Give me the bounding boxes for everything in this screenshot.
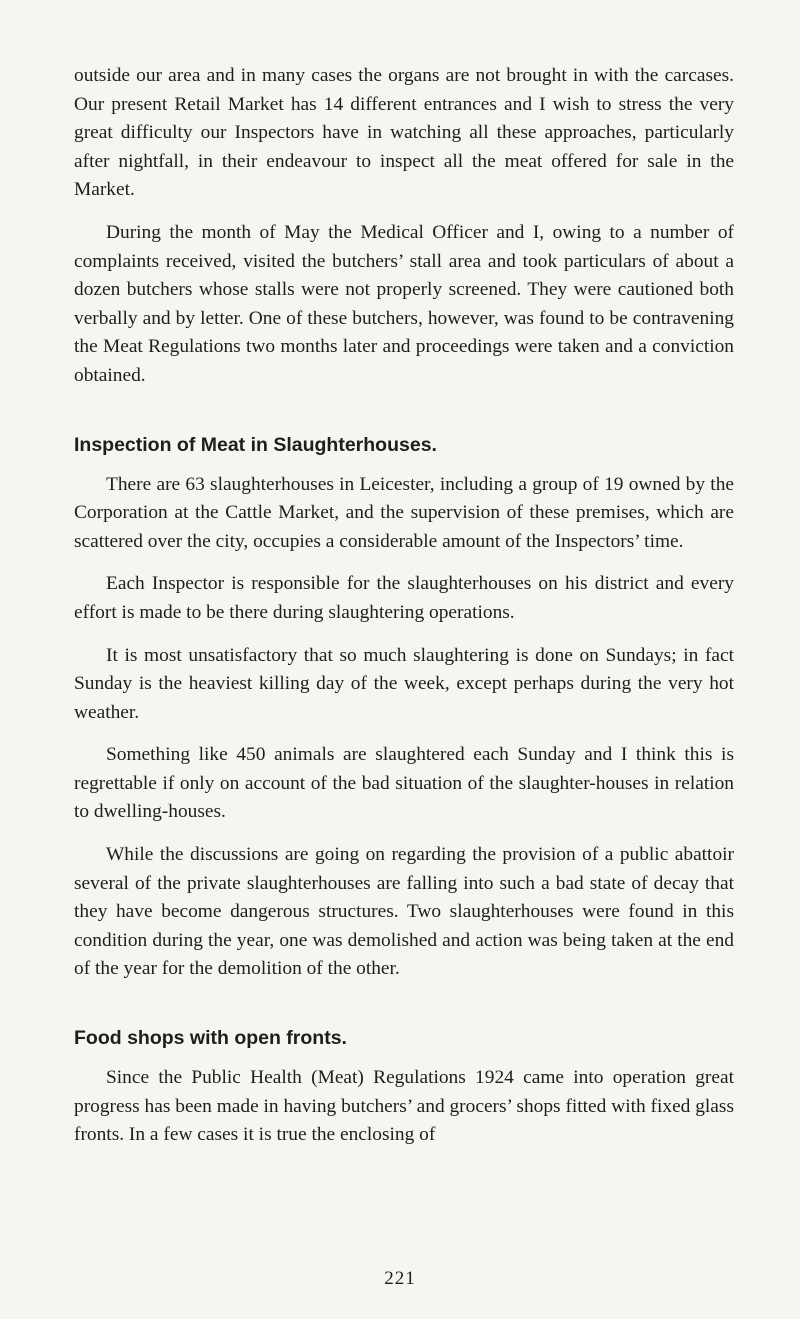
document-page	[74, 62, 734, 1150]
paragraph-animals-per-sunday: Something like 450 animals are slaughtered each Sunday and I think this is regrettable if only on account of the bad situation of the slaughter-houses in relation to dwelling-houses.	[74, 744, 734, 823]
paragraph-butchers-stalls: During the month of May the Medical Officer and I, owing to a number of complaints received, visited the butchers’ stall area and took particulars of about a dozen butchers whose stalls were not properly screened. They were cautioned both verbally and by letter. One of these butchers, however, was found to be contravening the Meat Regulations two months later and proceedings were taken and a conviction obtained.	[74, 221, 734, 386]
page-number: 221	[384, 1268, 416, 1289]
paragraph-public-abattoir: While the discussions are going on regarding the provision of a public abattoir several of the private slaughterhouses are falling into such a bad state of decay that they have become dangerous structures. Two slaughterhouses were found in this condition during the year, one was demolished and action was being taken at the end of the year for the demolition of the other.	[74, 844, 734, 980]
paragraph-market-entrances: outside our area and in many cases the organs are not brought in with the carcases. Our present Retail Market has 14 different entrances and I wish to stress the very great difficulty our Inspectors have in watching all these approaches, particularly after nightfall, in their endeavour to inspect all the meat offered for sale in the Market.	[74, 65, 734, 201]
paragraph-slaughterhouse-count: There are 63 slaughterhouses in Leicester, including a group of 19 owned by the Corporation at the Cattle Market, and the supervision of these premises, which are scattered over the city, occupies a considerable amount of the Inspectors’ time.	[74, 473, 734, 552]
heading-food-shops-open-fronts: Food shops with open fronts.	[74, 1027, 347, 1050]
paragraph-sunday-slaughtering: It is most unsatisfactory that so much slaughtering is done on Sundays; in fact Sunday is the heaviest killing day of the week, except perhaps during the very hot weather.	[74, 644, 734, 723]
heading-inspection-slaughterhouses: Inspection of Meat in Slaughterhouses.	[74, 433, 437, 456]
paragraph-meat-regulations-1924: Since the Public Health (Meat) Regulations 1924 came into operation great progress has been made in having butchers’ and grocers’ shops fitted with fixed glass fronts. In a few cases it is true the enclosing of	[74, 1067, 734, 1146]
paragraph-inspector-responsibility: Each Inspector is responsible for the slaughterhouses on his district and every effort is made to be there during slaughtering operations.	[74, 573, 734, 623]
